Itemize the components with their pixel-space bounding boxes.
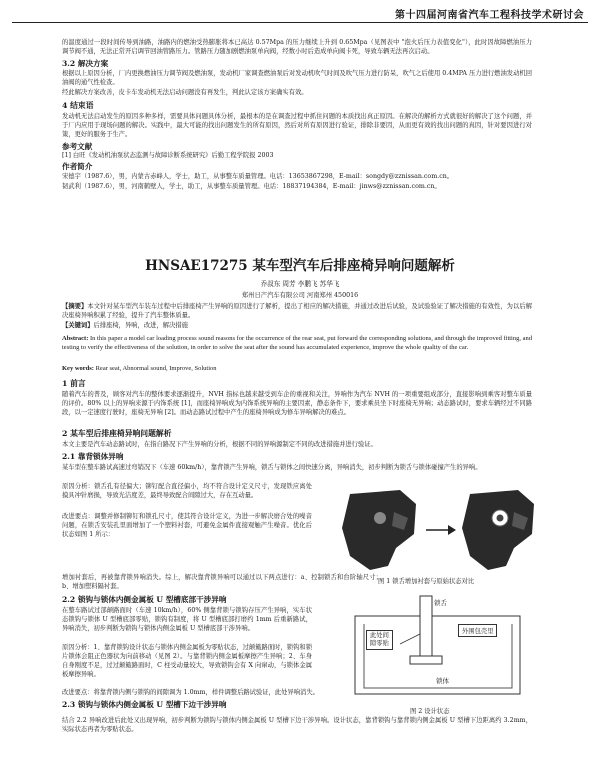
s22-para-2: 原因分析：1、靠背锁钩设计状态与锁体内侧金属板为零贴状态，过颠簸路面时，锁钩和锁片锁体会阻正色器状为向前移动（见图 2）。与靠背锁内侧金属板摩擦产生异响；2、车身自身刚度不足，过过颠簸路面时，C 柱受动量较大，导致锁钩会有 X 向窜动，与锁体金属板摩擦异响。 xyxy=(62,644,312,678)
prev-para-3: 经此解决方案改善，皮卡车发动机无法启动问题没有再发生，判此认定该方案确实有效。 xyxy=(62,89,308,96)
s22-para-1: 在整车路试过部颠路面时（车速 10km/h），60% 侧靠背锁与锁钩存压产生异响，实车状态锁钩与锁体 U 型槽底部零贴，锁钩有制度，将 U 型槽底部打磨约 1mm 后重新路试，异响消失，初步判断为锁钩与锁体内侧金属板 U 型槽底部干涉异响。 xyxy=(62,607,312,632)
section-1-heading: 1 前言 xyxy=(62,379,86,388)
arrow-right-icon xyxy=(426,525,456,535)
article-affiliation: 郑州日产汽车有限公司 河南郑州 450016 xyxy=(241,292,359,299)
reference-1: [1] 白旺《发动机油泵状态监测与故障诊断系统研究》后勤工程学院报 2003 xyxy=(62,152,274,159)
s22-para-3: 改进要点：将靠背锁内侧与锁钩的间隙调为 1.0mm，样件调整后路试验证，此处异响消失。 xyxy=(62,689,319,696)
figure-2-label-right: 外围包壳里 xyxy=(458,624,497,637)
section-2-intro: 本文主要是汽车动态路试时，在指自路况下产生异响的分析，根据不同的异响源制定不同的改进措施并进行验证。 xyxy=(62,441,377,448)
section-2-3-heading: 2.3 锁钩与锁体内侧金属板 U 型槽下边干涉异响 xyxy=(62,700,227,709)
section-2-2-heading: 2.2 锁钩与锁体内侧金属板 U 型槽底部干涉异响 xyxy=(62,595,227,604)
leader-line-gap xyxy=(400,634,420,644)
s23-para-1: 结合 2.2 异响改进后此处又出现异响，初步判断为锁钩与锁体内侧金属板 U 型槽下边干涉异响。设计状态，靠背锁钩与靠背锁内侧金属板 U 型槽下边距离约 3.2mm，实际状态再者为零贴状态。 xyxy=(62,717,532,733)
references-heading: 参考文献 xyxy=(62,142,93,151)
header-rule xyxy=(12,22,588,23)
abstract-en xyxy=(62,334,532,352)
lock-hook-tip xyxy=(410,656,442,664)
article-title: HNSAE17275 某车型汽车后排座椅异响问题解析 xyxy=(145,258,455,274)
lock-part-original xyxy=(342,490,416,570)
figure-2-label-gap-1: 此处间 xyxy=(370,632,389,639)
figure-2-label-top: 锁舌 xyxy=(434,599,447,607)
abstract-cn-text: 本文针对某车型汽车装车过程中后排座椅产生异响的原因进行了解析，提出了相应的解决措施，并通过改进后试验，及试验验证了解决措施的有效性，为以后解决座椅异响积累了经验，提升了汽车整体质量。 xyxy=(62,303,533,319)
keywords-cn xyxy=(62,321,532,330)
running-head: 第十四届河南省汽车工程科技学术研讨会 xyxy=(395,10,584,21)
abstract-en-label: Abstract: xyxy=(62,335,89,342)
lock-hook-shape xyxy=(420,596,432,660)
keywords-en-text: Rear seat, Abnormal sound, Improve, Solution xyxy=(95,365,217,372)
figure-2-label-gap-2: 隙零贴 xyxy=(370,640,389,647)
prev-para-1: 的温度通过一段时间传导到油路，油路内的燃油受热膨胀将本已高达 0.57Mpa 的压力继续上升到 0.65Mpa（见图表中 "泡火后压力表值变化"），此时因故障燃油压力调节阀不通，无法正常开启调节回油管路压力。管路压力随加剧燃油泵单向阀，经数小时后造成单向阀卡死，导致车辆无法再次启动。 xyxy=(62,39,532,55)
author-bio-heading: 作者简介 xyxy=(62,162,93,171)
s21-para-1: 某车型在整车路试高速过弯销况下（车速 60km/h），靠背锁产生异响，锁舌与锁体之间快速分离，异响消失，初步判断为锁舌与锁体碰撞产生的异响。 xyxy=(62,464,482,471)
s21-para-2: 原因分析：锁舌孔有径偏大；铆钉配合直径偏小，均不符合设计定义尺寸，发现铁应离处摸具冲针磨损，导致光洁度差，最终导致配合间隙过大，存在互动量。 xyxy=(62,483,312,499)
author-bio-2: 韧武利（1987.6），男，河南鹤壁人，学士，助工，从事整车质量管理。电话：18837194384，E-mail：jinws@zznissan.com.cn。 xyxy=(62,183,441,190)
abstract-en-text: In this paper a model car loading process sound reasons for the occurrence of the rear seat, put forward the corresponding solutions, and through the improved fitting, and testing to verify the effectiveness of the solution, in order to solve the seat after the sound has accumulated experience, improve the whole quality of the car. xyxy=(62,335,533,351)
s21-para-3: 改进要点：调整并修制铆钉和锁孔尺寸，使其符合设计定义，为进一步解决磨合处的噪音问题，在锁舌安装孔里面增加了一个塑料衬套，可避免金属件直接观触产生噪音。优化后状态如图 1 所示： xyxy=(62,513,312,538)
figure-2-gap-box xyxy=(366,630,393,650)
author-bio-1: 宋德宇（1987.6），男，内蒙古赤峰人，学士，助工，从事整车质量管理。电话：13653867298，E-mail：songdy@zznissan.com.cn。 xyxy=(62,173,454,180)
intro-para: 随着汽车的普及，顾客对汽车的整体要求逐渐提升，NVH 指标也越来越受到车企的重视和关注，异响作为汽车 NVH 的一项重要组成部分，直接影响到乘客对整车质量的评价。80% 以上的异响来源于内饰系统 [1]，而座椅异响成为内饰系统异响的主要因素，静态条件下，要求乘员坐下时座椅无异响；动态路试时，要求车辆经过不同路段，以一定速度行驶时，座椅无异响 [2]。而动态路试过程中产生的座椅异响成为修车异响解决的难点。 xyxy=(62,391,532,416)
figure-1 xyxy=(330,482,540,574)
keywords-en-label: Key words: xyxy=(62,365,94,372)
figure-2-caption: 图 2 设计状态 xyxy=(410,708,450,715)
abstract-cn xyxy=(62,302,532,320)
figure-2-label-bottom: 锁体 xyxy=(436,677,449,685)
prev-heading-4: 4 结束语 xyxy=(62,101,94,110)
lock-part-with-bushing xyxy=(462,490,534,570)
prev-para-4: 发动机无法启动发生的原因多种多样，需要具体问题具体分析，最根本的是在调查过程中抓住问题的本质找出真正原因。在解决的解析方式就很好的解决了这个问题，并于厂内应用于现场问题的解决。实践中，最大可能的找出问题发生的所有原因，然后对所有原因进行验证，排除非要因，从而更有效的找出问题的真因，针对要因进行对策，更好的服务于生产。 xyxy=(62,113,532,138)
keywords-en xyxy=(62,364,532,373)
s21-para-4: 增加衬套后，再被靠背锁异响消失。综上，解决靠背锁异响可以通过以下两点进行：a、控制锁舌和台阶轴尺寸；b、增加塑料隔衬套。 xyxy=(62,574,382,590)
keywords-label: 【关键词】 xyxy=(62,322,94,329)
keywords-cn-text: 后排座椅，异响，改进，解决措施 xyxy=(93,322,188,329)
prev-heading-3-2: 3.2 解决方案 xyxy=(62,59,109,68)
abstract-label: 【摘要】 xyxy=(62,303,88,310)
figure-1-caption: 图 1 锁舌增加衬套与原始状态对比 xyxy=(378,578,475,585)
section-2-1-heading: 2.1 靠背锁体异响 xyxy=(62,452,124,461)
section-2-heading: 2 某车型后排座椅异响问题解析 xyxy=(62,429,172,438)
article-authors: 乔叔东 周芳 李鹏飞 苏华飞 xyxy=(260,280,340,288)
prev-para-2: 根据以上原因分析，厂内更换燃油压力调节阀及燃油泵，发动机厂家调查燃油泵后对发动机吹气时间及吹气压力进行防呆，吹气之后使用 0.4MPA 压力进行燃油发动机回油阀的通气性检查。 xyxy=(62,70,532,86)
